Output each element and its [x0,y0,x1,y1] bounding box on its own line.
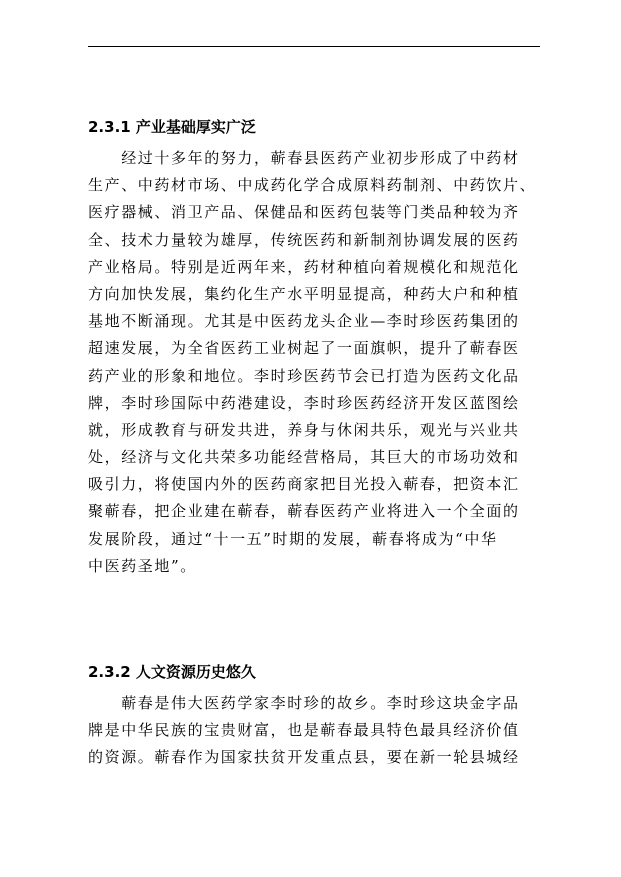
body-line: 产业格局。特别是近两年来，药材种植向着规模化和规范化 [88,257,520,276]
body-line: 全、技术力量较为雄厚，传统医药和新制剂协调发展的医药 [88,230,520,249]
section-cultural-resources [88,662,540,772]
body-line: 吸引力，将使国内外的医药商家把目光投入蕲春，把资本汇 [88,475,520,494]
body-line: 处，经济与文化共荣多功能经营格局，其巨大的市场功效和 [88,448,520,467]
body-line: 超速发展，为全省医药工业树起了一面旗帜，提升了蕲春医 [88,339,520,358]
body-line: 医疗器械、消卫产品、保健品和医药包装等门类品种较为齐 [88,203,520,222]
body-line: 药产业的形象和地位。李时珍医药节会已打造为医药文化品 [88,366,520,385]
body-line: 基地不断涌现。尤其是中医药龙头企业—李时珍医药集团的 [88,312,520,331]
body-line: 聚蕲春，把企业建在蕲春，蕲春医药产业将进入一个全面的 [88,502,520,521]
section-industry-foundation [88,117,540,580]
header-rule [88,46,540,47]
body-line: 牌，李时珍国际中药港建设，李时珍医药经济开发区蓝图绘 [88,393,520,412]
body-line: 中医药圣地”。 [88,556,197,575]
section-body [88,690,540,772]
section-heading: 2.3.2 人文资源历史悠久 [88,663,256,681]
body-line: 牌是中华民族的宝贵财富，也是蕲春最具特色最具经济价值 [88,721,520,740]
section-heading: 2.3.1 产业基础厚实广泛 [88,118,256,136]
body-line: 生产、中药材市场、中成药化学合成原料药制剂、中药饮片、 [88,176,537,195]
body-line: 发展阶段，通过“十一五”时期的发展，蕲春将成为“中华 [88,529,498,548]
body-line: 方向加快发展，集约化生产水平明显提高，种药大户和种植 [88,284,520,303]
section-body [88,145,540,580]
body-line: 的资源。蕲春作为国家扶贫开发重点县，要在新一轮县城经 [88,748,520,767]
body-line: 就，形成教育与研发共进，养身与休闲共乐，观光与兴业共 [88,420,520,439]
body-line: 蕲春是伟大医药学家李时珍的故乡。李时珍这块金字品 [88,694,520,712]
body-line: 经过十多年的努力，蕲春县医药产业初步形成了中药材 [88,149,520,167]
